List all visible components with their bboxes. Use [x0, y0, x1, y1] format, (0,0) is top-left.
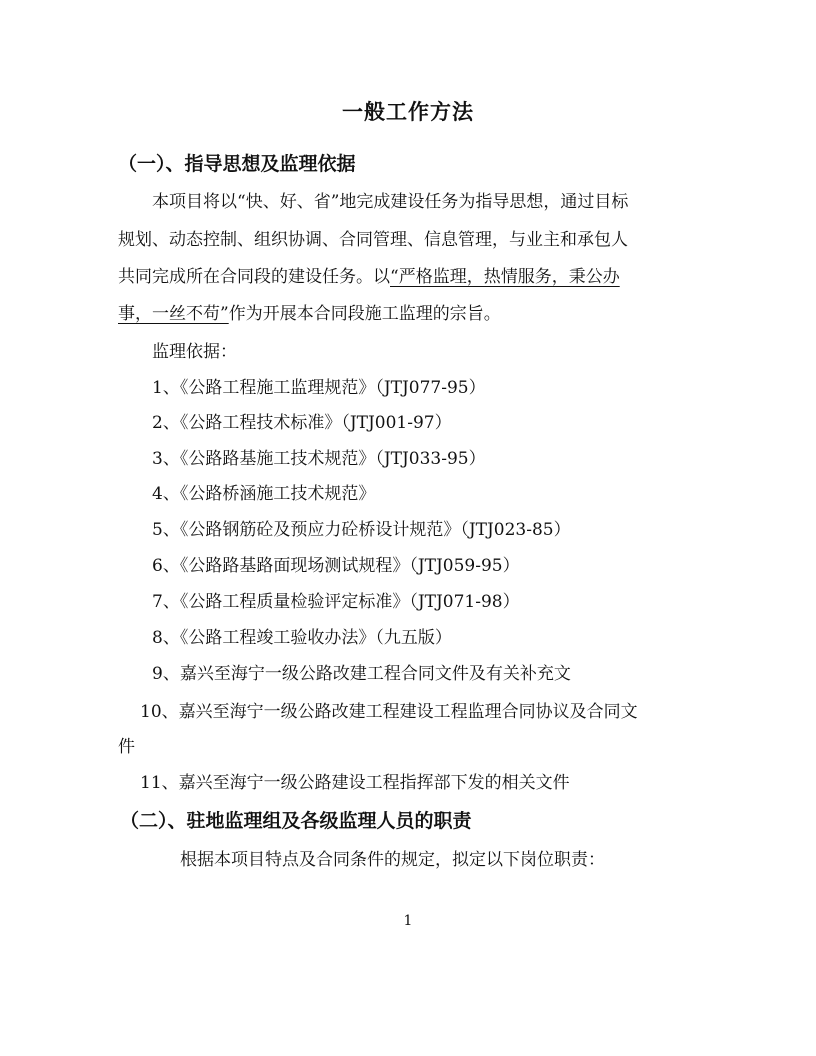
paragraph-line-4: [118, 302, 501, 326]
document-title: 一般工作方法: [342, 100, 474, 124]
basis-item-3: 3、《公路路基施工技术规范》（JTJ033-95）: [152, 449, 486, 469]
basis-item-5: 5、《公路钢筋砼及预应力砼桥设计规范》（JTJ023-85）: [152, 520, 571, 540]
page-number: 1: [403, 913, 413, 929]
basis-item-10-line-2: 件: [118, 737, 135, 757]
basis-item-2: 2、《公路工程技术标准》（JTJ001-97）: [152, 413, 452, 433]
section-1-heading: （一）、指导思想及监理依据: [118, 153, 356, 175]
paragraph-line-2: 规划、动态控制、组织协调、合同管理、信息管理，与业主和承包人: [118, 230, 628, 250]
basis-item-7: 7、《公路工程质量检验评定标准》（JTJ071-98）: [152, 592, 520, 612]
section-2-heading: （二）、驻地监理组及各级监理人员的职责: [120, 810, 472, 832]
basis-item-4: 4、《公路桥涵施工技术规范》: [152, 484, 376, 504]
basis-label: 监理依据：: [152, 342, 237, 362]
basis-item-1: 1、《公路工程施工监理规范》（JTJ077-95）: [152, 378, 486, 398]
basis-item-6: 6、《公路路基路面现场测试规程》（JTJ059-95）: [152, 556, 520, 576]
paragraph-line-1: 本项目将以“快、好、省”地完成建设任务为指导思想，通过目标: [152, 192, 629, 212]
motto-underlined-part-2: 事，一丝不苟”: [118, 304, 229, 324]
basis-item-9: 9、嘉兴至海宁一级公路改建工程合同文件及有关补充文: [152, 664, 571, 684]
basis-item-8: 8、《公路工程竣工验收办法》（九五版）: [152, 628, 452, 648]
paragraph-line-3: [118, 265, 620, 289]
paragraph-line-3-text: 共同完成所在合同段的建设任务。以: [118, 267, 390, 287]
motto-underlined-part-1: “严格监理，热情服务，秉公办: [390, 267, 620, 287]
paragraph-line-4-text: 作为开展本合同段施工监理的宗旨。: [228, 304, 501, 324]
basis-item-10-line-1: 10、嘉兴至海宁一级公路改建工程建设工程监理合同协议及合同文: [140, 702, 638, 722]
section-2-paragraph: 根据本项目特点及合同条件的规定，拟定以下岗位职责：: [180, 850, 605, 870]
basis-item-11: 11、嘉兴至海宁一级公路建设工程指挥部下发的相关文件: [140, 773, 570, 793]
